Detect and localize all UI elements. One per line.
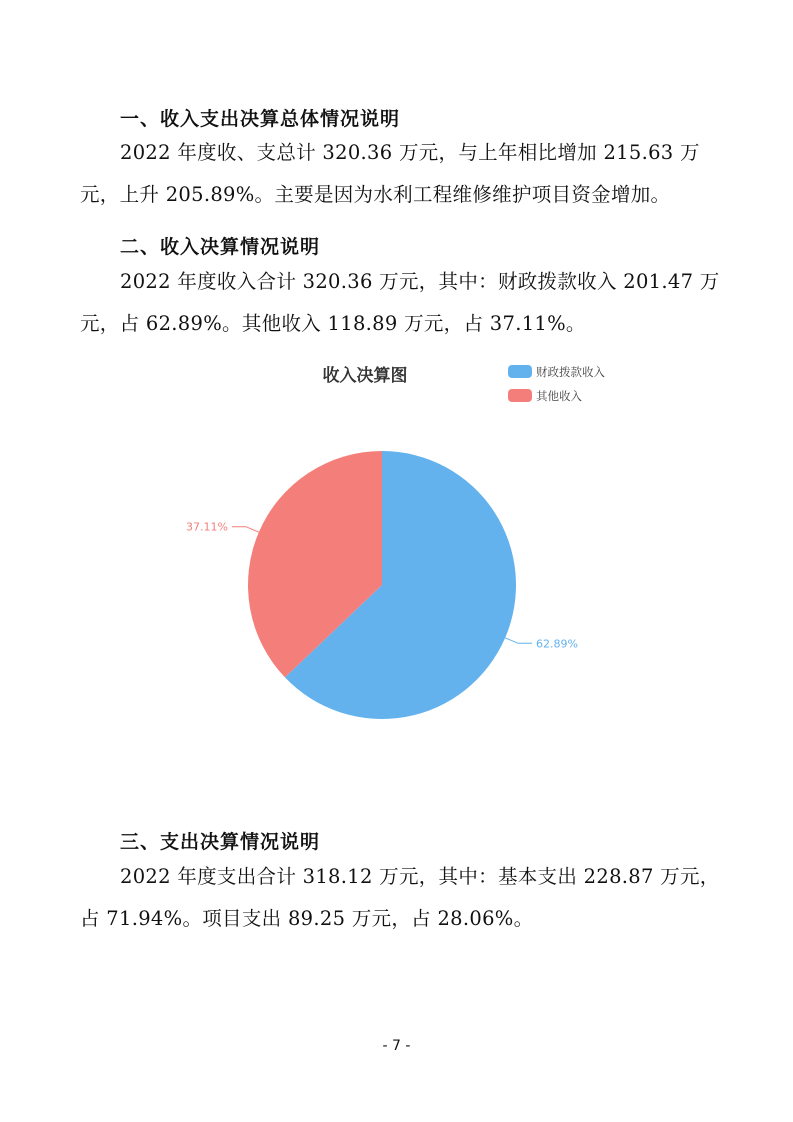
section-1-heading: 一、收入支出决算总体情况说明 — [120, 108, 401, 130]
section-3-text: 2022 年度支出合计 318.12 万元，其中：基本支出 228.87 万元，占 71.94%。项目支出 89.25 万元，占 28.06%。 — [80, 865, 720, 930]
legend-label-1: 其他收入 — [536, 389, 582, 403]
chart-title: 收入决算图 — [322, 366, 408, 386]
page-number: - 7 - — [382, 1038, 411, 1054]
section-1-text: 2022 年度收、支总计 320.36 万元，与上年相比增加 215.63 万元，上升 205.89%。主要是因为水利工程维修维护项目资金增加。 — [80, 141, 700, 206]
income-pie-chart — [150, 352, 630, 742]
pie-label-1: 37.11% — [186, 520, 228, 534]
legend-swatch-0 — [508, 365, 532, 378]
section-2-heading: 二、收入决算情况说明 — [120, 236, 321, 258]
pie-leader-0 — [505, 638, 532, 644]
section-2-text: 2022 年度收入合计 320.36 万元，其中：财政拨款收入 201.47 万元，占 62.89%。其他收入 118.89 万元，占 37.11%。 — [80, 270, 720, 335]
legend-label-0: 财政拨款收入 — [536, 365, 605, 379]
pie-leader-1 — [232, 527, 259, 533]
section-3-heading: 三、支出决算情况说明 — [120, 831, 321, 853]
pie-label-0: 62.89% — [536, 637, 578, 651]
legend-swatch-1 — [508, 389, 532, 402]
